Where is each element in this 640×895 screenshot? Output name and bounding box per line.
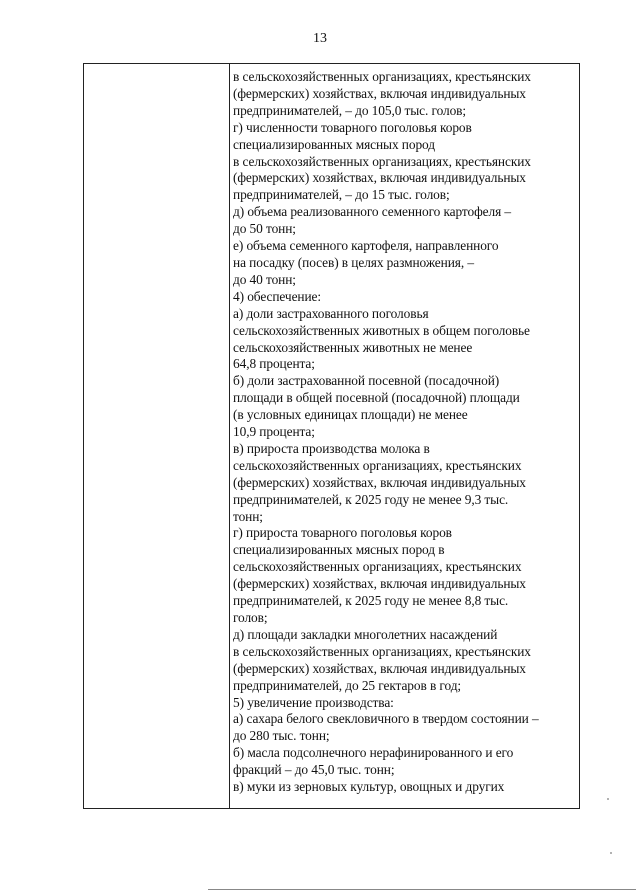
text-line: д) объема реализованного семенного картофеля –: [233, 204, 512, 220]
text-line: 5) увеличение производства:: [233, 694, 394, 710]
text-line: а) сахара белого свекловичного в твердом состоянии –: [233, 711, 539, 727]
text-line: специализированных мясных пород в: [233, 542, 445, 558]
text-line: предпринимателей, до 25 гектаров в год;: [233, 677, 462, 693]
scan-speck: [610, 852, 612, 854]
text-line: сельскохозяйственных организациях, крестьянских: [233, 457, 522, 473]
table-left-column: [84, 64, 230, 808]
text-line: до 50 тонн;: [233, 221, 296, 237]
text-line: 64,8 процента;: [233, 356, 315, 372]
text-line: в сельскохозяйственных организациях, крестьянских: [233, 643, 531, 659]
text-line: до 40 тонн;: [233, 271, 296, 287]
text-line: предпринимателей, к 2025 году не менее 8,8 тыс.: [233, 593, 509, 609]
text-line: площади в общей посевной (посадочной) площади: [233, 390, 520, 406]
text-line: специализированных мясных пород: [233, 136, 435, 152]
text-line: б) доли застрахованной посевной (посадочной): [233, 373, 500, 389]
text-line: тонн;: [233, 508, 263, 524]
text-line: д) площади закладки многолетних насаждений: [233, 626, 498, 642]
text-line: (в условных единицах площади) не менее: [233, 407, 468, 423]
text-line: предпринимателей, – до 105,0 тыс. голов;: [233, 102, 467, 118]
text-line: (фермерских) хозяйствах, включая индивидуальных: [233, 576, 526, 592]
scan-speck: [607, 798, 609, 800]
document-table: [83, 63, 580, 809]
text-line: предпринимателей, – до 15 тыс. голов;: [233, 187, 450, 203]
text-line: голов;: [233, 610, 268, 625]
text-line: 4) обеспечение:: [233, 288, 322, 304]
text-line: сельскохозяйственных животных не менее: [233, 339, 473, 355]
text-line: в сельскохозяйственных организациях, крестьянских: [233, 153, 531, 169]
text-line: до 280 тыс. тонн;: [233, 728, 330, 744]
scan-bottom-edge: [208, 889, 636, 890]
text-line: в) муки из зерновых культур, овощных и других: [233, 779, 505, 795]
text-line: в) прироста производства молока в: [233, 440, 430, 456]
text-line: в сельскохозяйственных организациях, крестьянских: [233, 69, 531, 84]
text-line: предпринимателей, к 2025 году не менее 9,3 тыс.: [233, 491, 509, 507]
text-line: на посадку (посев) в целях размножения, –: [233, 254, 474, 270]
page-number: 13: [313, 31, 327, 46]
text-line: (фермерских) хозяйствах, включая индивидуальных: [233, 85, 526, 101]
text-line: а) доли застрахованного поголовья: [233, 305, 429, 321]
text-line: 10,9 процента;: [233, 424, 315, 440]
text-line: сельскохозяйственных организациях, крестьянских: [233, 559, 522, 575]
text-line: (фермерских) хозяйствах, включая индивидуальных: [233, 660, 526, 676]
text-line: г) прироста товарного поголовья коров: [233, 525, 452, 541]
text-line: (фермерских) хозяйствах, включая индивидуальных: [233, 474, 526, 490]
text-line: е) объема семенного картофеля, направленного: [233, 238, 499, 254]
text-line: фракций – до 45,0 тыс. тонн;: [233, 762, 395, 778]
text-line: сельскохозяйственных животных в общем поголовье: [233, 322, 530, 338]
text-line: б) масла подсолнечного нерафинированного и его: [233, 745, 514, 761]
text-line: (фермерских) хозяйствах, включая индивидуальных: [233, 170, 526, 186]
text-line: г) численности товарного поголовья коров: [233, 119, 472, 135]
table-right-column-text: [233, 69, 579, 796]
